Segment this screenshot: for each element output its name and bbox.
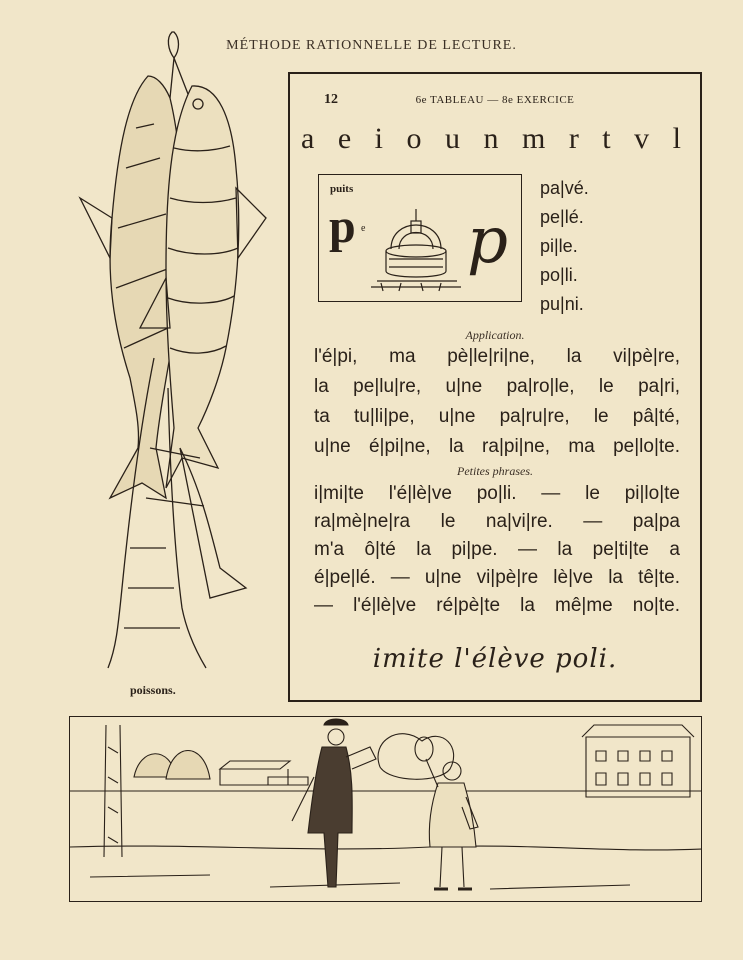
text-line: — l'é|lè|ve ré|pè|te la mê|me no|te. (314, 595, 680, 616)
cursive-sentence: imite l'élève poli. (372, 644, 618, 674)
syllable-item: pa|vé. (540, 178, 589, 198)
scene-drawing (70, 717, 702, 902)
text-line: m'a ô|té la pi|pe. — la pe|ti|te a (314, 539, 680, 560)
syllable-list (540, 174, 589, 319)
syllable-item: pu|ni. (540, 294, 584, 314)
running-head: MÉTHODE RATIONNELLE DE LECTURE. (226, 38, 517, 53)
syllable-item: po|li. (540, 265, 578, 285)
well-icon (371, 187, 461, 297)
application-label: Application. (465, 328, 525, 342)
page-number: 12 (324, 92, 338, 107)
phrases-label: Petites phrases. (457, 464, 533, 478)
lesson-title: 6e TABLEAU — 8e EXERCICE (415, 94, 575, 106)
text-line: é|pe|lé. — u|ne vi|pè|re lè|ve la tê|te. (314, 567, 680, 588)
phrases-text (314, 480, 680, 620)
fish-illustration (70, 28, 280, 678)
keyword-superscript: e (361, 223, 366, 234)
text-line: l'é|pi, ma pè|le|ri|ne, la vi|pè|re, (314, 346, 680, 367)
keyword-word: puits (330, 183, 354, 195)
letters-row: a e i o u n m r t v l (301, 122, 689, 155)
syllable-item: pe|lé. (540, 207, 584, 227)
keyword-letter: p (329, 200, 356, 253)
text-line: ta tu|li|pe, u|ne pa|ru|re, le pâ|té, (314, 406, 680, 427)
scene-illustration (69, 716, 702, 902)
text-line: ra|mè|ne|ra le na|vi|re. — pa|pa (314, 511, 680, 532)
text-line: i|mi|te l'é|lè|ve po|li. — le pi|lo|te (314, 483, 680, 504)
application-text (314, 342, 680, 462)
keyword-box (318, 174, 522, 302)
keyword-cursive: p (467, 204, 508, 278)
fish-caption: poissons. (130, 683, 176, 697)
text-line: la pe|lu|re, u|ne pa|ro|le, le pa|ri, (314, 376, 680, 397)
lesson-panel (288, 72, 702, 702)
text-line: u|ne é|pi|ne, la ra|pi|ne, ma pe|lo|te. (314, 436, 680, 457)
syllable-item: pi|le. (540, 236, 578, 256)
